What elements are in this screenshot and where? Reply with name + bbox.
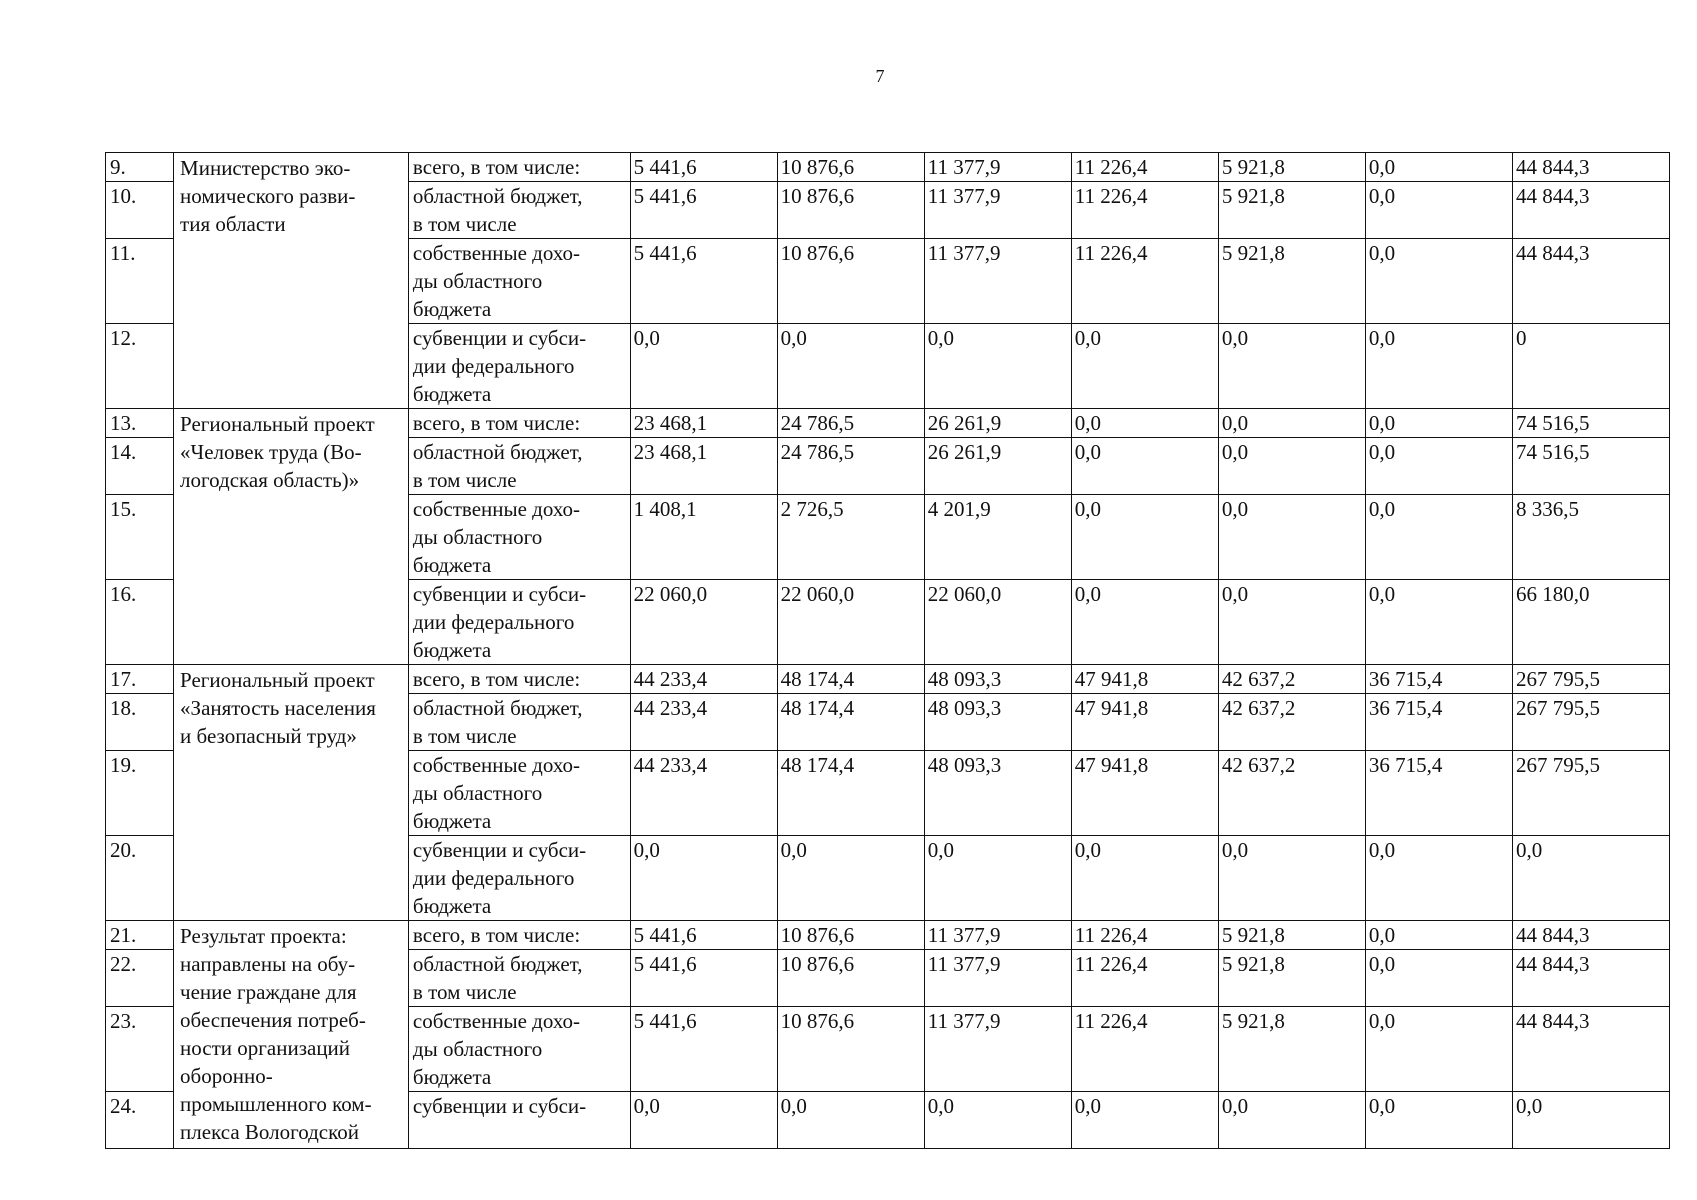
organization-cell bbox=[174, 153, 409, 409]
value-cell: 22 060,0 bbox=[630, 580, 777, 665]
row-number: 22. bbox=[106, 950, 174, 1007]
row-number: 14. bbox=[106, 438, 174, 495]
value-cell: 5 441,6 bbox=[630, 182, 777, 239]
value-cell: 0,0 bbox=[1365, 495, 1512, 580]
funding-type-cell bbox=[408, 438, 630, 495]
row-number: 17. bbox=[106, 665, 174, 694]
row-number: 24. bbox=[106, 1092, 174, 1149]
table-row bbox=[106, 665, 1670, 694]
organization-line: плекса Вологодской bbox=[180, 1120, 359, 1144]
value-cell: 74 516,5 bbox=[1512, 409, 1669, 438]
value-cell: 0,0 bbox=[1365, 950, 1512, 1007]
value-cell: 10 876,6 bbox=[777, 182, 924, 239]
value-cell: 48 174,4 bbox=[777, 694, 924, 751]
value-cell: 0,0 bbox=[1365, 921, 1512, 950]
value-cell: 0,0 bbox=[1365, 1092, 1512, 1149]
organization-line: промышленного ком- bbox=[180, 1092, 372, 1116]
value-cell: 36 715,4 bbox=[1365, 751, 1512, 836]
value-cell: 10 876,6 bbox=[777, 1007, 924, 1092]
funding-type-line: всего, в том числе: bbox=[412, 411, 581, 435]
row-number: 18. bbox=[106, 694, 174, 751]
organization-line: Региональный проект bbox=[180, 668, 375, 692]
funding-type-line: субвенции и субси- bbox=[412, 326, 587, 350]
value-cell: 0,0 bbox=[1218, 495, 1365, 580]
value-cell: 1 408,1 bbox=[630, 495, 777, 580]
value-cell: 5 921,8 bbox=[1218, 1007, 1365, 1092]
funding-type-line: собственные дохо- bbox=[412, 753, 581, 777]
value-cell: 267 795,5 bbox=[1512, 751, 1669, 836]
value-cell: 42 637,2 bbox=[1218, 751, 1365, 836]
funding-type-cell bbox=[408, 153, 630, 182]
value-cell: 0,0 bbox=[777, 836, 924, 921]
value-cell: 11 226,4 bbox=[1071, 182, 1218, 239]
value-cell: 0,0 bbox=[1071, 580, 1218, 665]
value-cell: 0,0 bbox=[1071, 1092, 1218, 1149]
value-cell: 0,0 bbox=[1512, 836, 1669, 921]
value-cell: 0,0 bbox=[1365, 239, 1512, 324]
value-cell: 10 876,6 bbox=[777, 153, 924, 182]
row-number: 16. bbox=[106, 580, 174, 665]
funding-type-cell bbox=[408, 950, 630, 1007]
row-number: 23. bbox=[106, 1007, 174, 1092]
funding-type-line: областной бюджет, bbox=[412, 696, 583, 720]
funding-type-cell bbox=[408, 182, 630, 239]
funding-type-line: ды областного bbox=[412, 1037, 543, 1061]
value-cell: 0,0 bbox=[1512, 1092, 1669, 1149]
value-cell: 47 941,8 bbox=[1071, 665, 1218, 694]
organization-line: ности организаций bbox=[180, 1036, 351, 1060]
value-cell: 47 941,8 bbox=[1071, 694, 1218, 751]
value-cell: 11 226,4 bbox=[1071, 153, 1218, 182]
value-cell: 0,0 bbox=[1218, 324, 1365, 409]
funding-type-line: в том числе bbox=[412, 980, 517, 1004]
funding-type-line: бюджета bbox=[412, 553, 492, 577]
funding-type-line: всего, в том числе: bbox=[412, 923, 581, 947]
value-cell: 48 093,3 bbox=[924, 751, 1071, 836]
organization-line: Результат проекта: bbox=[180, 924, 347, 948]
funding-type-line: бюджета bbox=[412, 638, 492, 662]
value-cell: 11 226,4 bbox=[1071, 921, 1218, 950]
funding-type-line: бюджета bbox=[412, 1065, 492, 1089]
value-cell: 44 844,3 bbox=[1512, 239, 1669, 324]
funding-type-line: дии федерального bbox=[412, 610, 575, 634]
value-cell: 267 795,5 bbox=[1512, 665, 1669, 694]
value-cell: 44 233,4 bbox=[630, 665, 777, 694]
organization-line: направлены на обу- bbox=[180, 952, 356, 976]
value-cell: 5 441,6 bbox=[630, 950, 777, 1007]
value-cell: 44 844,3 bbox=[1512, 153, 1669, 182]
row-number: 15. bbox=[106, 495, 174, 580]
value-cell: 48 174,4 bbox=[777, 665, 924, 694]
row-number: 20. bbox=[106, 836, 174, 921]
organization-line: обеспечения потреб- bbox=[180, 1008, 366, 1032]
organization-cell bbox=[174, 409, 409, 665]
table-body bbox=[106, 153, 1670, 1149]
value-cell: 48 174,4 bbox=[777, 751, 924, 836]
funding-type-line: собственные дохо- bbox=[412, 241, 581, 265]
row-number: 19. bbox=[106, 751, 174, 836]
funding-type-line: ды областного bbox=[412, 781, 543, 805]
value-cell: 0,0 bbox=[1218, 836, 1365, 921]
funding-type-cell bbox=[408, 324, 630, 409]
funding-type-line: областной бюджет, bbox=[412, 440, 583, 464]
funding-type-line: ды областного bbox=[412, 525, 543, 549]
value-cell: 26 261,9 bbox=[924, 409, 1071, 438]
value-cell: 10 876,6 bbox=[777, 950, 924, 1007]
value-cell: 0,0 bbox=[1218, 438, 1365, 495]
value-cell: 0,0 bbox=[777, 1092, 924, 1149]
funding-type-line: дии федерального bbox=[412, 866, 575, 890]
organization-cell bbox=[174, 665, 409, 921]
organization-line: «Человек труда (Во- bbox=[180, 440, 362, 464]
organization-cell bbox=[174, 921, 409, 1149]
value-cell: 0,0 bbox=[924, 1092, 1071, 1149]
value-cell: 0,0 bbox=[1071, 438, 1218, 495]
value-cell: 5 921,8 bbox=[1218, 921, 1365, 950]
row-number: 10. bbox=[106, 182, 174, 239]
value-cell: 0,0 bbox=[1365, 1007, 1512, 1092]
row-number: 13. bbox=[106, 409, 174, 438]
funding-type-line: бюджета bbox=[412, 809, 492, 833]
funding-type-cell bbox=[408, 665, 630, 694]
value-cell: 22 060,0 bbox=[777, 580, 924, 665]
organization-line: и безопасный труд» bbox=[180, 724, 357, 748]
value-cell: 11 377,9 bbox=[924, 182, 1071, 239]
value-cell: 44 844,3 bbox=[1512, 182, 1669, 239]
funding-type-line: ды областного bbox=[412, 269, 543, 293]
value-cell: 24 786,5 bbox=[777, 438, 924, 495]
row-number: 21. bbox=[106, 921, 174, 950]
funding-type-line: субвенции и субси- bbox=[412, 1094, 587, 1118]
value-cell: 10 876,6 bbox=[777, 921, 924, 950]
value-cell: 44 844,3 bbox=[1512, 921, 1669, 950]
row-number: 11. bbox=[106, 239, 174, 324]
value-cell: 5 921,8 bbox=[1218, 182, 1365, 239]
value-cell: 44 233,4 bbox=[630, 751, 777, 836]
funding-type-cell bbox=[408, 495, 630, 580]
value-cell: 0,0 bbox=[1365, 409, 1512, 438]
value-cell: 0,0 bbox=[1365, 153, 1512, 182]
value-cell: 5 921,8 bbox=[1218, 239, 1365, 324]
value-cell: 0,0 bbox=[1218, 1092, 1365, 1149]
organization-line: чение граждане для bbox=[180, 980, 357, 1004]
value-cell: 267 795,5 bbox=[1512, 694, 1669, 751]
value-cell: 0,0 bbox=[1071, 836, 1218, 921]
value-cell: 8 336,5 bbox=[1512, 495, 1669, 580]
funding-type-line: в том числе bbox=[412, 468, 517, 492]
value-cell: 0,0 bbox=[630, 1092, 777, 1149]
funding-type-cell bbox=[408, 836, 630, 921]
organization-line: тия области bbox=[180, 212, 286, 236]
organization-line: логодская область)» bbox=[180, 468, 360, 492]
value-cell: 5 441,6 bbox=[630, 239, 777, 324]
table-row bbox=[106, 153, 1670, 182]
value-cell: 44 844,3 bbox=[1512, 950, 1669, 1007]
funding-type-cell bbox=[408, 751, 630, 836]
value-cell: 42 637,2 bbox=[1218, 665, 1365, 694]
value-cell: 23 468,1 bbox=[630, 409, 777, 438]
value-cell: 36 715,4 bbox=[1365, 665, 1512, 694]
value-cell: 0,0 bbox=[924, 836, 1071, 921]
value-cell: 0,0 bbox=[1218, 580, 1365, 665]
value-cell: 26 261,9 bbox=[924, 438, 1071, 495]
funding-type-line: собственные дохо- bbox=[412, 1009, 581, 1033]
organization-line: Министерство эко- bbox=[180, 156, 351, 180]
funding-type-cell bbox=[408, 409, 630, 438]
value-cell: 5 921,8 bbox=[1218, 950, 1365, 1007]
funding-type-cell bbox=[408, 239, 630, 324]
value-cell: 10 876,6 bbox=[777, 239, 924, 324]
funding-type-line: субвенции и субси- bbox=[412, 838, 587, 862]
value-cell: 0,0 bbox=[1218, 409, 1365, 438]
value-cell: 11 226,4 bbox=[1071, 950, 1218, 1007]
value-cell: 47 941,8 bbox=[1071, 751, 1218, 836]
value-cell: 5 441,6 bbox=[630, 1007, 777, 1092]
funding-type-line: дии федерального bbox=[412, 354, 575, 378]
value-cell: 48 093,3 bbox=[924, 665, 1071, 694]
value-cell: 0,0 bbox=[630, 324, 777, 409]
value-cell: 11 377,9 bbox=[924, 921, 1071, 950]
value-cell: 0,0 bbox=[1365, 324, 1512, 409]
funding-type-cell bbox=[408, 694, 630, 751]
value-cell: 22 060,0 bbox=[924, 580, 1071, 665]
value-cell: 42 637,2 bbox=[1218, 694, 1365, 751]
value-cell: 0,0 bbox=[1365, 182, 1512, 239]
funding-type-line: областной бюджет, bbox=[412, 184, 583, 208]
row-number: 9. bbox=[106, 153, 174, 182]
table-row bbox=[106, 409, 1670, 438]
value-cell: 36 715,4 bbox=[1365, 694, 1512, 751]
value-cell: 24 786,5 bbox=[777, 409, 924, 438]
value-cell: 2 726,5 bbox=[777, 495, 924, 580]
funding-type-line: областной бюджет, bbox=[412, 952, 583, 976]
value-cell: 0,0 bbox=[1071, 324, 1218, 409]
value-cell: 0,0 bbox=[1365, 438, 1512, 495]
funding-type-line: бюджета bbox=[412, 297, 492, 321]
value-cell: 0,0 bbox=[630, 836, 777, 921]
value-cell: 11 377,9 bbox=[924, 1007, 1071, 1092]
value-cell: 11 377,9 bbox=[924, 239, 1071, 324]
value-cell: 44 233,4 bbox=[630, 694, 777, 751]
funding-type-line: в том числе bbox=[412, 724, 517, 748]
funding-type-line: всего, в том числе: bbox=[412, 667, 581, 691]
value-cell: 0,0 bbox=[777, 324, 924, 409]
table-row bbox=[106, 921, 1670, 950]
funding-type-cell bbox=[408, 580, 630, 665]
value-cell: 44 844,3 bbox=[1512, 1007, 1669, 1092]
funding-type-line: субвенции и субси- bbox=[412, 582, 587, 606]
value-cell: 0,0 bbox=[1365, 836, 1512, 921]
funding-type-cell bbox=[408, 1007, 630, 1092]
value-cell: 66 180,0 bbox=[1512, 580, 1669, 665]
organization-line: Региональный проект bbox=[180, 412, 375, 436]
funding-type-line: бюджета bbox=[412, 894, 492, 918]
budget-table bbox=[105, 152, 1670, 1149]
funding-type-line: в том числе bbox=[412, 212, 517, 236]
value-cell: 48 093,3 bbox=[924, 694, 1071, 751]
organization-line: оборонно- bbox=[180, 1064, 273, 1088]
value-cell: 11 377,9 bbox=[924, 153, 1071, 182]
value-cell: 11 377,9 bbox=[924, 950, 1071, 1007]
funding-type-cell bbox=[408, 1092, 630, 1149]
organization-line: «Занятость населения bbox=[180, 696, 376, 720]
value-cell: 4 201,9 bbox=[924, 495, 1071, 580]
value-cell: 0,0 bbox=[1365, 580, 1512, 665]
value-cell: 5 921,8 bbox=[1218, 153, 1365, 182]
funding-type-cell bbox=[408, 921, 630, 950]
value-cell: 0,0 bbox=[924, 324, 1071, 409]
value-cell: 0,0 bbox=[1071, 409, 1218, 438]
funding-type-line: бюджета bbox=[412, 382, 492, 406]
value-cell: 5 441,6 bbox=[630, 153, 777, 182]
value-cell: 0 bbox=[1512, 324, 1669, 409]
value-cell: 0,0 bbox=[1071, 495, 1218, 580]
page-number: 7 bbox=[875, 66, 885, 86]
value-cell: 5 441,6 bbox=[630, 921, 777, 950]
value-cell: 11 226,4 bbox=[1071, 239, 1218, 324]
value-cell: 11 226,4 bbox=[1071, 1007, 1218, 1092]
value-cell: 74 516,5 bbox=[1512, 438, 1669, 495]
funding-type-line: всего, в том числе: bbox=[412, 155, 581, 179]
organization-line: номического разви- bbox=[180, 184, 356, 208]
row-number: 12. bbox=[106, 324, 174, 409]
funding-type-line: собственные дохо- bbox=[412, 497, 581, 521]
value-cell: 23 468,1 bbox=[630, 438, 777, 495]
